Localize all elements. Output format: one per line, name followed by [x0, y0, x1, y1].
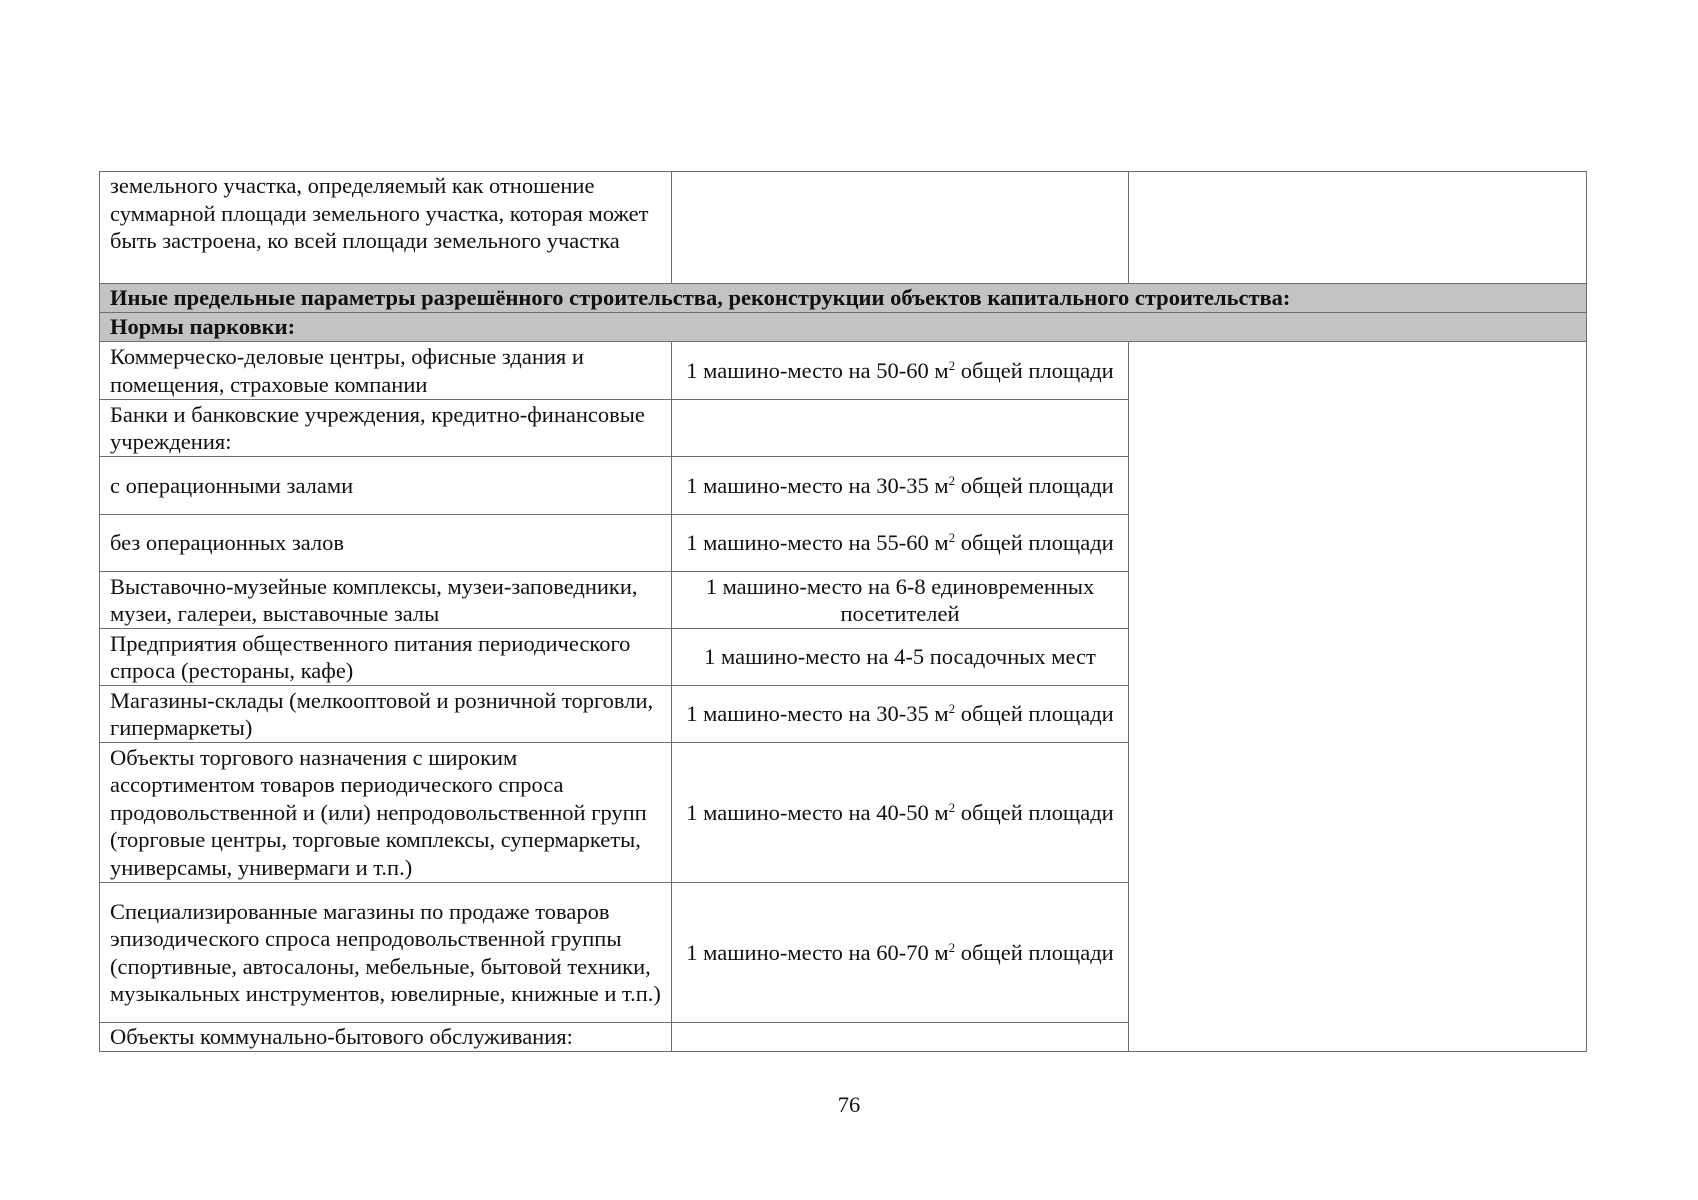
object-name-cell: Предприятия общественного питания периодического спроса (рестораны, кафе)	[100, 629, 672, 686]
table-row	[100, 172, 1587, 284]
object-name-cell: Выставочно-музейные комплексы, музеи-заповедники, музеи, галереи, выставочные залы	[100, 572, 672, 629]
parking-norm-cell	[672, 1023, 1129, 1052]
parking-norm-cell: 1 машино-место на 30-35 $м^2$ общей площади	[672, 457, 1129, 515]
parking-norm-cell	[672, 400, 1129, 457]
subsection-heading-row	[100, 313, 1587, 342]
empty-cell	[672, 172, 1129, 284]
object-name-cell: без операционных залов	[100, 515, 672, 572]
object-name-cell: Объекты торгового назначения с широким ассортиментом товаров периодического спроса продовольственной и (или) непродовольственной групп (торговые центры, торговые комплексы, супермаркеты, универсамы, универмаги и т.п.)	[100, 743, 672, 883]
object-name-cell: Банки и банковские учреждения, кредитно-финансовые учреждения:	[100, 400, 672, 457]
page-number: 76	[837, 1092, 861, 1117]
object-name-cell: Объекты коммунально-бытового обслуживания:	[100, 1023, 672, 1052]
table-row	[100, 342, 1587, 400]
parking-norm-cell: 1 машино-место на 6-8 единовременных посетителей	[672, 572, 1129, 629]
parking-norm-cell: 1 машино-место на 40-50 $м^2$ общей площади	[672, 743, 1129, 883]
subsection-heading: Нормы парковки:	[100, 313, 1587, 342]
object-name-cell: Магазины-склады (мелкооптовой и розничной торговли, гипермаркеты)	[100, 686, 672, 743]
object-name-cell: Специализированные магазины по продаже товаров эпизодического спроса непродовольственной группы (спортивные, автосалоны, мебельные, бытовой техники, музыкальных инструментов, ювелирные, книжные и т.п.)	[100, 883, 672, 1023]
regulations-table	[99, 171, 1587, 1052]
empty-cell	[1129, 172, 1587, 284]
first-row-text: земельного участка, определяемый как отношение суммарной площади земельного участка, которая может быть застроена, ко всей площади земельного участка	[100, 172, 672, 284]
parking-norm-cell: 1 машино-место на 50-60 $м^2$ общей площади	[672, 342, 1129, 400]
object-name-cell: Коммерческо-деловые центры, офисные здания и помещения, страховые компании	[100, 342, 672, 400]
parking-norm-cell: 1 машино-место на 4-5 посадочных мест	[672, 629, 1129, 686]
section-heading: Иные предельные параметры разрешённого строительства, реконструкции объектов капитального строительства:	[100, 284, 1587, 313]
object-name-cell: с операционными залами	[100, 457, 672, 515]
parking-norm-cell: 1 машино-место на 30-35 $м^2$ общей площади	[672, 686, 1129, 743]
parking-norm-cell: 1 машино-место на 60-70 $м^2$ общей площади	[672, 883, 1129, 1023]
notes-column-cell	[1129, 342, 1587, 1052]
parking-norm-cell: 1 машино-место на 55-60 $м^2$ общей площади	[672, 515, 1129, 572]
section-heading-row	[100, 284, 1587, 313]
